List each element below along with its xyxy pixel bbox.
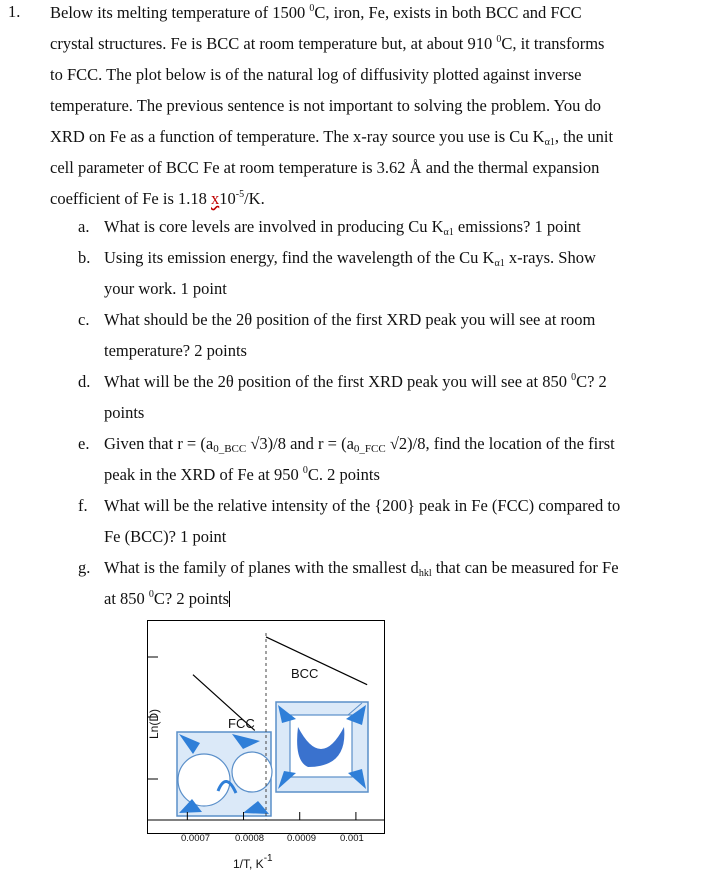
x-tick-label: 0.0009: [287, 833, 317, 844]
intro-line: Below its melting temperature of 1500 $^0$C, iron, Fe, exists in both BCC and FCC: [50, 3, 582, 22]
item-letter: g.: [78, 558, 91, 577]
x-axis-label: 1/T, $K^{-1}$: [233, 853, 273, 871]
item-letter: e.: [78, 434, 90, 453]
intro-line: XRD on Fe as a function of temperature. The x-ray source you use is Cu $K_{\alpha 1}$, the unit: [50, 127, 614, 148]
item-letter: a.: [78, 217, 90, 236]
item-letter: d.: [78, 372, 91, 391]
fcc-label: FCC: [228, 716, 255, 731]
diffusivity-chart: [147, 620, 385, 871]
x-tick-label: 0.0007: [181, 833, 211, 844]
item-g: g. What is the family of planes with the smallest $d_{hkl}$ that can be measured for Fe at 850 $^0$C? 2 points: [0, 552, 703, 614]
item-c: c. What should be the 2θ position of the first XRD peak you will see at room temperature? 2 points: [0, 304, 703, 366]
bcc-crystal-icon: [276, 702, 368, 792]
item-letter: b.: [78, 248, 91, 267]
text-cursor: [229, 591, 230, 607]
item-e: e. Given that $r = (a_{0\_BCC}$ √3)/8 and $r = (a_{0\_FCC}$ √2)/8, find the location of the first peak in the XRD of Fe at 950 $^0$C. 2 points: [0, 428, 703, 490]
item-b: b. Using its emission energy, find the wavelength of the Cu $K_{\alpha 1}$ x-rays. Show your work. 1 point: [0, 242, 703, 304]
item-f: f. What will be the relative intensity of the {200} peak in Fe (FCC) compared to Fe (BCC)? 1 point: [0, 490, 703, 552]
x-tick-label: 0.0008: [235, 833, 265, 844]
question-number: 1.: [8, 2, 21, 21]
chart-canvas: [148, 621, 384, 833]
item-letter: c.: [78, 310, 90, 329]
fcc-crystal-icon: [177, 732, 272, 816]
intro-line: temperature. The previous sentence is not important to solving the problem. You do: [50, 96, 601, 115]
spellcheck-mark: x: [211, 189, 220, 208]
item-d: d. What will be the 2θ position of the first XRD peak you will see at 850 $^0$C? 2 points: [0, 366, 703, 428]
x-tick-label: 0.001: [340, 833, 364, 844]
question-intro: [50, 0, 670, 214]
bcc-label: BCC: [291, 666, 319, 681]
intro-line: crystal structures. Fe is BCC at room temperature but, at about 910 $^0$C, it transforms: [50, 34, 605, 53]
intro-line: coefficient of Fe is 1.18 $x10^{-5}/K$.: [50, 189, 265, 208]
intro-line: to FCC. The plot below is of the natural log of diffusivity plotted against inverse: [50, 65, 582, 84]
intro-line: cell parameter of BCC Fe at room temperature is 3.62 Å and the thermal expansion: [50, 158, 600, 177]
item-letter: f.: [78, 496, 88, 515]
sub-questions: [0, 211, 703, 614]
item-a: a. What is core levels are involved in producing Cu $K_{\alpha 1}$ emissions? 1 point: [0, 211, 703, 242]
y-axis-label: Ln(D): [147, 709, 161, 740]
